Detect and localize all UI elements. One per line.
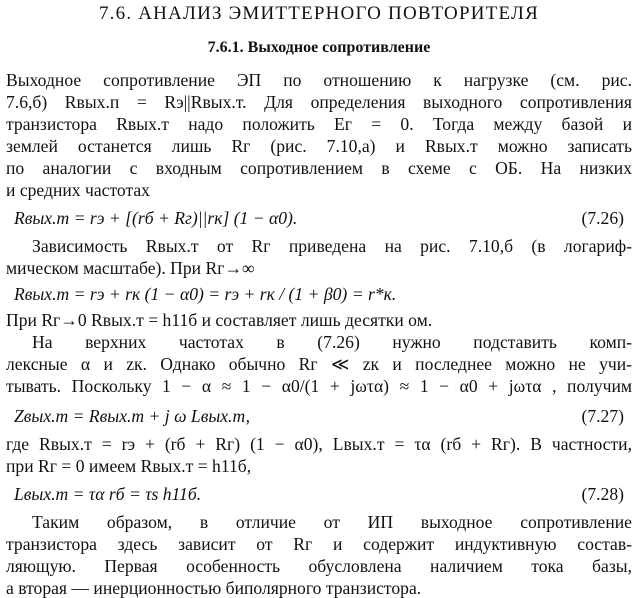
text-line: землей останется лишь Rг (рис. 7.10,а) и Rвых.т можно записать bbox=[6, 136, 632, 156]
equation-body: Rвых.т = rэ + [(rб + Rг)||rк] (1 − α0). bbox=[14, 208, 298, 228]
text-line: транзистора Rвых.т надо положить Eг = 0. Тогда между базой и bbox=[6, 114, 632, 134]
equation-body: Lвых.т = τα rб = τs h11б. bbox=[14, 484, 202, 504]
text-line: мическом масштабе). При Rг→∞ bbox=[6, 258, 255, 278]
text-line: Зависимость Rвых.т от Rг приведена на рис. 7.10,б (в логариф- bbox=[32, 236, 632, 256]
equation bbox=[14, 484, 632, 504]
text-line: где Rвых.т = rэ + (rб + Rг) (1 − α0), Lвых.т = τα (rб + Rг). В частности, bbox=[6, 434, 632, 454]
text-line: ляющую. Первая особенность обусловлена наличием тока базы, bbox=[6, 556, 632, 576]
text-line: транзистора здесь зависит от Rг и содержит индуктивную состав- bbox=[6, 534, 632, 554]
equation-number: (7.26) bbox=[581, 208, 624, 228]
equation-number: (7.28) bbox=[581, 484, 624, 504]
equation-number: (7.27) bbox=[581, 406, 624, 426]
text-line: Выходное сопротивление ЭП по отношению к нагрузке (см. рис. bbox=[6, 70, 632, 90]
text-line: На верхних частотах в (7.26) нужно подставить комп- bbox=[32, 332, 632, 352]
text-line: лексные α и zк. Однако обычно Rг ≪ zк и последнее можно не учи- bbox=[6, 354, 632, 374]
text-line: при Rг = 0 имеем Rвых.т = h11б, bbox=[6, 456, 252, 476]
text-line: тывать. Поскольку 1 − α ≈ 1 − α0/(1 + jωτα) ≈ 1 − α0 + jωτα , получим bbox=[6, 376, 632, 396]
equation bbox=[14, 406, 632, 426]
section-title: 7.6. АНАЛИЗ ЭМИТТЕРНОГО ПОВТОРИТЕЛЯ bbox=[98, 3, 539, 24]
equation bbox=[14, 284, 632, 304]
text-line: Таким образом, в отличие от ИП выходное сопротивление bbox=[32, 512, 632, 532]
text-line: по аналогии с входным сопротивлением в схеме с ОБ. На низких bbox=[6, 158, 632, 178]
text-line: и средних частотах bbox=[6, 180, 150, 200]
equation-body: Rвых.т = rэ + rк (1 − α0) = rэ + rк / (1 + β0) = r*к. bbox=[14, 284, 397, 304]
text-line: а вторая — инерционностью биполярного транзистора. bbox=[6, 578, 422, 598]
text-line: 7.6,б) Rвых.п = Rэ||Rвых.т. Для определения выходного сопротивления bbox=[6, 92, 632, 112]
subsection-title: 7.6.1. Выходное сопротивление bbox=[207, 39, 431, 56]
equation-body: Zвых.т = Rвых.т + j ω Lвых.т, bbox=[14, 406, 250, 426]
text-line: При Rг→0 Rвых.т = h11б и составляет лишь десятки ом. bbox=[6, 310, 433, 330]
equation bbox=[14, 208, 632, 228]
